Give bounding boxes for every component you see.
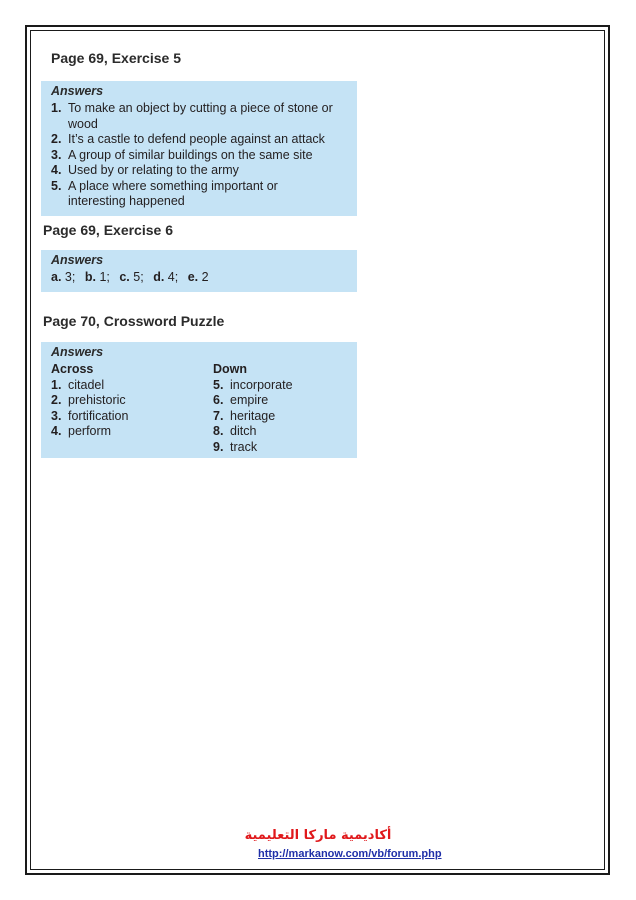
answer-pair	[119, 270, 143, 284]
answers-box-exercise-6	[41, 250, 357, 292]
item-number: 7.	[213, 408, 224, 423]
answer-pair	[188, 270, 209, 284]
footer-academy-name: أكاديمية ماركا التعليمية	[244, 828, 392, 843]
list-item	[51, 148, 351, 164]
list-item	[51, 101, 351, 132]
item-text: prehistoric	[68, 393, 126, 407]
item-number: 8.	[213, 424, 224, 438]
section-heading-crossword: Page 70, Crossword Puzzle	[43, 313, 225, 329]
item-number: 4.	[51, 163, 62, 177]
list-item	[213, 440, 293, 456]
list-item	[51, 409, 128, 425]
item-number: 3.	[51, 408, 62, 423]
item-number: 1.	[51, 377, 62, 392]
pair-label: d.	[153, 270, 165, 284]
item-text: A group of similar buildings on the same site	[68, 147, 313, 162]
item-text: heritage	[230, 408, 276, 423]
pair-label: c.	[119, 270, 130, 284]
across-list	[51, 378, 128, 440]
pair-value: 2	[201, 270, 209, 284]
item-number: 6.	[213, 393, 224, 407]
pair-value: 3;	[64, 270, 76, 284]
answer-list-exercise-5	[51, 101, 351, 210]
list-item	[51, 393, 128, 409]
answer-pair	[51, 270, 75, 284]
item-text: To make an object by cutting a piece of stone or wood	[68, 101, 333, 131]
list-item	[51, 424, 128, 440]
item-text: incorporate	[230, 377, 293, 392]
item-text: Used by or relating to the army	[68, 163, 239, 177]
item-text: citadel	[68, 377, 105, 392]
item-text: It’s a castle to defend people against an attack	[68, 132, 325, 146]
footer-link[interactable]: http://markanow.com/vb/forum.php	[258, 848, 442, 860]
item-text: track	[230, 439, 258, 454]
item-number: 5.	[213, 377, 224, 392]
list-item	[51, 163, 351, 179]
pair-label: e.	[187, 270, 199, 284]
answers-title: Answers	[51, 253, 104, 267]
down-heading: Down	[213, 362, 248, 376]
across-column	[51, 362, 128, 440]
pair-value: 5;	[133, 270, 144, 284]
section-heading-exercise-5: Page 69, Exercise 5	[51, 50, 181, 66]
pair-label: b.	[84, 270, 96, 284]
list-item	[213, 378, 293, 394]
pair-label: a.	[51, 270, 62, 284]
across-heading: Across	[51, 362, 94, 376]
item-number: 2.	[51, 393, 62, 407]
answers-title: Answers	[51, 84, 104, 98]
item-number: 5.	[51, 178, 62, 193]
list-item	[51, 179, 318, 210]
item-number: 4.	[51, 424, 62, 438]
answers-box-exercise-5	[41, 81, 357, 216]
list-item	[51, 132, 351, 148]
down-column	[213, 362, 293, 455]
item-number: 1.	[51, 101, 62, 115]
section-heading-exercise-6: Page 69, Exercise 6	[43, 222, 173, 238]
pair-value: 1;	[99, 270, 110, 284]
pair-value: 4;	[167, 270, 179, 284]
item-text: A place where something important or interesting happened	[68, 178, 278, 208]
answer-pairs	[51, 270, 215, 284]
item-number: 3.	[51, 147, 62, 162]
list-item	[213, 409, 293, 425]
list-item	[51, 378, 128, 394]
item-number: 2.	[51, 132, 62, 146]
item-number: 9.	[213, 439, 224, 454]
list-item	[213, 393, 293, 409]
list-item	[213, 424, 293, 440]
answer-pair	[85, 270, 110, 284]
item-text: fortification	[68, 408, 129, 423]
item-text: perform	[68, 424, 112, 438]
answer-pair	[153, 270, 178, 284]
answers-title: Answers	[51, 345, 104, 359]
down-list	[213, 378, 293, 456]
answers-box-crossword	[41, 342, 357, 458]
item-text: ditch	[230, 424, 257, 438]
item-text: empire	[230, 393, 269, 407]
